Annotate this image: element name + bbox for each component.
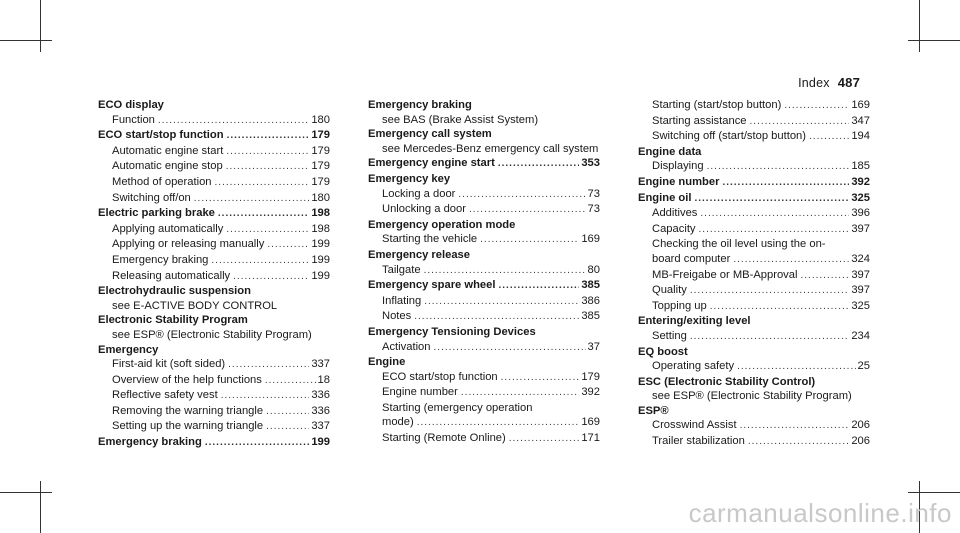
index-heading: [638, 145, 870, 160]
index-subentry: [98, 404, 330, 420]
crop-mark: [908, 40, 960, 41]
entry-text: Applying automatically: [112, 222, 224, 235]
index-heading: [98, 98, 330, 113]
crop-mark: [0, 492, 52, 493]
page-reference: 392: [851, 175, 870, 188]
entry-text: Emergency: [98, 343, 159, 356]
entry-text: Automatic engine stop: [112, 160, 223, 173]
page-reference: 234: [851, 329, 870, 342]
index-subentry: [98, 269, 330, 285]
page-number: 487: [837, 75, 860, 90]
dot-leader: [690, 330, 849, 345]
index-subentry: [638, 329, 870, 345]
entry-text: Tailgate: [382, 263, 421, 276]
index-subentry: [368, 113, 600, 128]
page-reference: 169: [581, 233, 600, 246]
index-subentry: [638, 222, 870, 238]
entry-text: Emergency call system: [368, 128, 492, 141]
index-heading: [638, 375, 870, 390]
dot-leader: [267, 238, 309, 253]
entry-text: Electric parking brake: [98, 207, 215, 220]
entry-text: Inflating: [382, 294, 422, 307]
dot-leader: [480, 233, 579, 248]
index-subentry: [98, 175, 330, 191]
dot-leader: [784, 99, 849, 114]
index-subentry: [98, 144, 330, 160]
dot-leader: [700, 207, 849, 222]
page-reference: 385: [581, 279, 600, 292]
dot-leader: [733, 253, 849, 268]
index-heading: [368, 248, 600, 263]
entry-text: Emergency braking: [98, 436, 202, 449]
index-subentry: [98, 237, 330, 253]
entry-text: Electrohydraulic suspension: [98, 285, 251, 298]
entry-text: Crosswind Assist: [652, 419, 737, 432]
page-reference: 386: [581, 294, 600, 307]
entry-text: MB-Freigabe or MB-Approval: [652, 268, 798, 281]
dot-leader: [226, 223, 309, 238]
entry-text: Emergency engine start: [368, 157, 495, 170]
dot-leader: [226, 145, 309, 160]
entry-text: Applying or releasing manually: [112, 238, 265, 251]
dot-leader: [424, 295, 579, 310]
dot-leader: [266, 405, 309, 420]
index-heading: [98, 128, 330, 144]
index-heading: [368, 172, 600, 187]
page-reference: 199: [311, 253, 330, 266]
entry-text: Emergency key: [368, 172, 451, 185]
index-heading: [368, 218, 600, 233]
index-subentry: [368, 415, 600, 431]
crop-mark: [40, 481, 41, 533]
entry-text: Activation: [382, 340, 431, 353]
page-reference: 169: [581, 416, 600, 429]
index-subentry: [98, 191, 330, 207]
entry-text: Starting (Remote Online): [382, 432, 506, 445]
dot-leader: [221, 389, 310, 404]
page-reference: 347: [851, 114, 870, 127]
dot-leader: [699, 223, 850, 238]
page-reference: 179: [581, 370, 600, 383]
entry-text: Removing the warning triangle: [112, 404, 264, 417]
index-subentry: [638, 237, 870, 252]
index-heading: [368, 278, 600, 294]
index-subentry: [638, 129, 870, 145]
page-reference: 198: [311, 222, 330, 235]
page-reference: 396: [851, 207, 870, 220]
entry-text: Emergency release: [368, 248, 470, 261]
entry-text: Starting assistance: [652, 114, 747, 127]
dot-leader: [469, 203, 586, 218]
entry-text: see E-ACTIVE BODY CONTROL: [112, 299, 278, 312]
entry-text: Checking the oil level using the on-: [652, 238, 826, 251]
crop-mark: [919, 0, 920, 52]
index-subentry: [368, 232, 600, 248]
page-reference: 179: [311, 175, 330, 188]
index-heading: [368, 156, 600, 172]
page-reference: 325: [851, 191, 870, 204]
entry-text: ECO start/stop function: [98, 129, 224, 142]
index-heading: [638, 191, 870, 207]
entry-text: see BAS (Brake Assist System): [382, 113, 539, 126]
dot-leader: [694, 192, 849, 207]
page-reference: 392: [581, 386, 600, 399]
index-subentry: [98, 373, 330, 389]
crop-mark: [40, 0, 41, 52]
index-heading: [368, 355, 600, 370]
page-reference: 171: [581, 432, 600, 445]
entry-text: board computer: [652, 252, 731, 265]
index-subentry: [638, 283, 870, 299]
dot-leader: [722, 176, 849, 191]
page-title: Index: [798, 76, 830, 90]
entry-text: Reflective safety vest: [112, 389, 218, 402]
entry-text: Locking a door: [382, 187, 456, 200]
index-column-3: [638, 98, 870, 450]
dot-leader: [228, 358, 309, 373]
page-reference: 385: [581, 310, 600, 323]
page-reference: 337: [311, 420, 330, 433]
index-subentry: [98, 222, 330, 238]
dot-leader: [424, 264, 586, 279]
index-subentry: [638, 252, 870, 268]
index-heading: [638, 175, 870, 191]
index-subentry: [638, 389, 870, 404]
entry-text: EQ boost: [638, 345, 688, 358]
dot-leader: [740, 419, 850, 434]
dot-leader: [458, 188, 585, 203]
index-subentry: [368, 401, 600, 416]
dot-leader: [211, 254, 309, 269]
dot-leader: [748, 435, 849, 450]
index-subentry: [98, 113, 330, 129]
page-reference: 199: [311, 269, 330, 282]
dot-leader: [498, 157, 579, 172]
dot-leader: [809, 130, 849, 145]
dot-leader: [498, 279, 579, 294]
index-heading: [368, 325, 600, 340]
dot-leader: [414, 310, 579, 325]
page-reference: 397: [851, 284, 870, 297]
entry-text: Engine: [368, 356, 406, 369]
dot-leader: [690, 284, 850, 299]
dot-leader: [205, 436, 309, 451]
index-heading: [638, 404, 870, 419]
entry-text: Engine data: [638, 145, 702, 158]
entry-text: Unlocking a door: [382, 203, 466, 216]
page-reference: 199: [311, 238, 330, 251]
entry-text: Electronic Stability Program: [98, 314, 248, 327]
page-reference: 194: [851, 130, 870, 143]
entry-text: Emergency braking: [368, 99, 472, 111]
dot-leader: [158, 114, 309, 129]
index-column-2: [368, 98, 600, 447]
index-heading: [98, 284, 330, 299]
index-subentry: [98, 388, 330, 404]
entry-text: Topping up: [652, 299, 707, 312]
entry-text: ESC (Electronic Stability Control): [638, 375, 816, 388]
index-subentry: [638, 359, 870, 375]
dot-leader: [434, 341, 586, 356]
page-reference: 169: [851, 99, 870, 111]
dot-leader: [737, 360, 855, 375]
entry-text: Starting (start/stop button): [652, 99, 782, 111]
index-heading: [368, 98, 600, 113]
index-heading: [98, 343, 330, 358]
entry-text: see ESP® (Electronic Stability Program): [652, 390, 852, 403]
page-reference: 397: [851, 268, 870, 281]
entry-text: Emergency braking: [112, 253, 209, 266]
index-subentry: [638, 268, 870, 284]
page-reference: 179: [311, 160, 330, 173]
page-reference: 25: [857, 360, 870, 373]
entry-text: ECO display: [98, 99, 164, 111]
dot-leader: [710, 300, 850, 315]
entry-text: Engine oil: [638, 191, 692, 204]
page-reference: 180: [311, 191, 330, 204]
entry-text: Setting up the warning triangle: [112, 420, 264, 433]
entry-text: Automatic engine start: [112, 144, 224, 157]
entry-text: Engine number: [638, 175, 720, 188]
entry-text: Capacity: [652, 222, 696, 235]
index-heading: [638, 345, 870, 360]
entry-text: see ESP® (Electronic Stability Program): [112, 328, 312, 341]
index-subentry: [98, 159, 330, 175]
dot-leader: [265, 374, 316, 389]
dot-leader: [226, 160, 310, 175]
index-subentry: [368, 340, 600, 356]
dot-leader: [218, 207, 309, 222]
index-subentry: [98, 328, 330, 343]
page-reference: 324: [851, 252, 870, 265]
index-subentry: [638, 299, 870, 315]
entry-text: Operating safety: [652, 360, 735, 373]
page-reference: 73: [587, 203, 600, 216]
entry-text: Switching off/on: [112, 191, 191, 204]
page-reference: 337: [311, 358, 330, 371]
index-subentry: [98, 299, 330, 314]
page-reference: 73: [587, 187, 600, 200]
index-subentry: [98, 253, 330, 269]
watermark: carmanualsonline.info: [688, 498, 952, 528]
page-reference: 325: [851, 299, 870, 312]
dot-leader: [417, 416, 580, 431]
entry-text: ESP®: [638, 404, 669, 417]
page-reference: 206: [851, 435, 870, 448]
index-subentry: [98, 357, 330, 373]
page-reference: 199: [311, 436, 330, 449]
page-reference: 185: [851, 160, 870, 173]
index-heading: [368, 127, 600, 142]
entry-text: Additives: [652, 207, 698, 220]
entry-text: Method of operation: [112, 175, 212, 188]
page-reference: 206: [851, 419, 870, 432]
page-reference: 336: [311, 389, 330, 402]
index-subentry: [368, 294, 600, 310]
entry-text: Engine number: [382, 386, 458, 399]
entry-text: Notes: [382, 310, 412, 323]
entry-text: Emergency Tensioning Devices: [368, 325, 536, 338]
page-header: [798, 75, 860, 90]
index-subentry: [368, 263, 600, 279]
index-subentry: [98, 419, 330, 435]
dot-leader: [194, 192, 310, 207]
page-reference: 180: [311, 113, 330, 126]
page-reference: 179: [311, 144, 330, 157]
index-subentry: [368, 370, 600, 386]
dot-leader: [233, 270, 309, 285]
index-subentry: [368, 202, 600, 218]
page-reference: 80: [587, 263, 600, 276]
index-subentry: [638, 98, 870, 114]
index-subentry: [638, 206, 870, 222]
index-heading: [98, 435, 330, 451]
entry-text: Switching off (start/stop button): [652, 130, 807, 143]
entry-text: Quality: [652, 284, 687, 297]
index-subentry: [638, 418, 870, 434]
index-subentry: [638, 114, 870, 130]
entry-text: First-aid kit (soft sided): [112, 358, 226, 371]
entry-text: mode): [382, 416, 414, 429]
entry-text: Setting: [652, 329, 687, 342]
index-subentry: [368, 309, 600, 325]
dot-leader: [707, 160, 850, 175]
page-reference: 198: [311, 207, 330, 220]
page-reference: 336: [311, 404, 330, 417]
entry-text: Entering/exiting level: [638, 315, 751, 328]
dot-leader: [227, 129, 310, 144]
entry-text: Starting (emergency operation: [382, 401, 533, 414]
index-column-1: [98, 98, 330, 451]
dot-leader: [750, 115, 850, 130]
entry-text: Displaying: [652, 160, 704, 173]
index-subentry: [368, 385, 600, 401]
dot-leader: [215, 176, 310, 191]
entry-text: Releasing automatically: [112, 269, 231, 282]
entry-text: Overview of the help functions: [112, 373, 262, 386]
page-reference: 353: [581, 157, 600, 170]
page-reference: 397: [851, 222, 870, 235]
entry-text: ECO start/stop function: [382, 370, 498, 383]
index-subentry: [368, 142, 600, 157]
index-subentry: [638, 159, 870, 175]
index-subentry: [368, 187, 600, 203]
crop-mark: [0, 40, 52, 41]
index-heading: [98, 206, 330, 222]
dot-leader: [501, 371, 580, 386]
entry-text: Emergency spare wheel: [368, 279, 496, 292]
dot-leader: [801, 269, 850, 284]
dot-leader: [266, 420, 309, 435]
index-subentry: [368, 431, 600, 447]
page-reference: 37: [587, 340, 600, 353]
entry-text: see Mercedes-Benz emergency call system: [382, 142, 599, 155]
index-subentry: [638, 434, 870, 450]
page-reference: 18: [317, 373, 330, 386]
dot-leader: [461, 386, 579, 401]
crop-mark: [908, 492, 960, 493]
entry-text: Starting the vehicle: [382, 233, 478, 246]
entry-text: Function: [112, 113, 155, 126]
page-reference: 179: [311, 129, 330, 142]
entry-text: Emergency operation mode: [368, 218, 516, 231]
index-heading: [638, 314, 870, 329]
index-heading: [98, 313, 330, 328]
entry-text: Trailer stabilization: [652, 435, 745, 448]
dot-leader: [509, 432, 580, 447]
